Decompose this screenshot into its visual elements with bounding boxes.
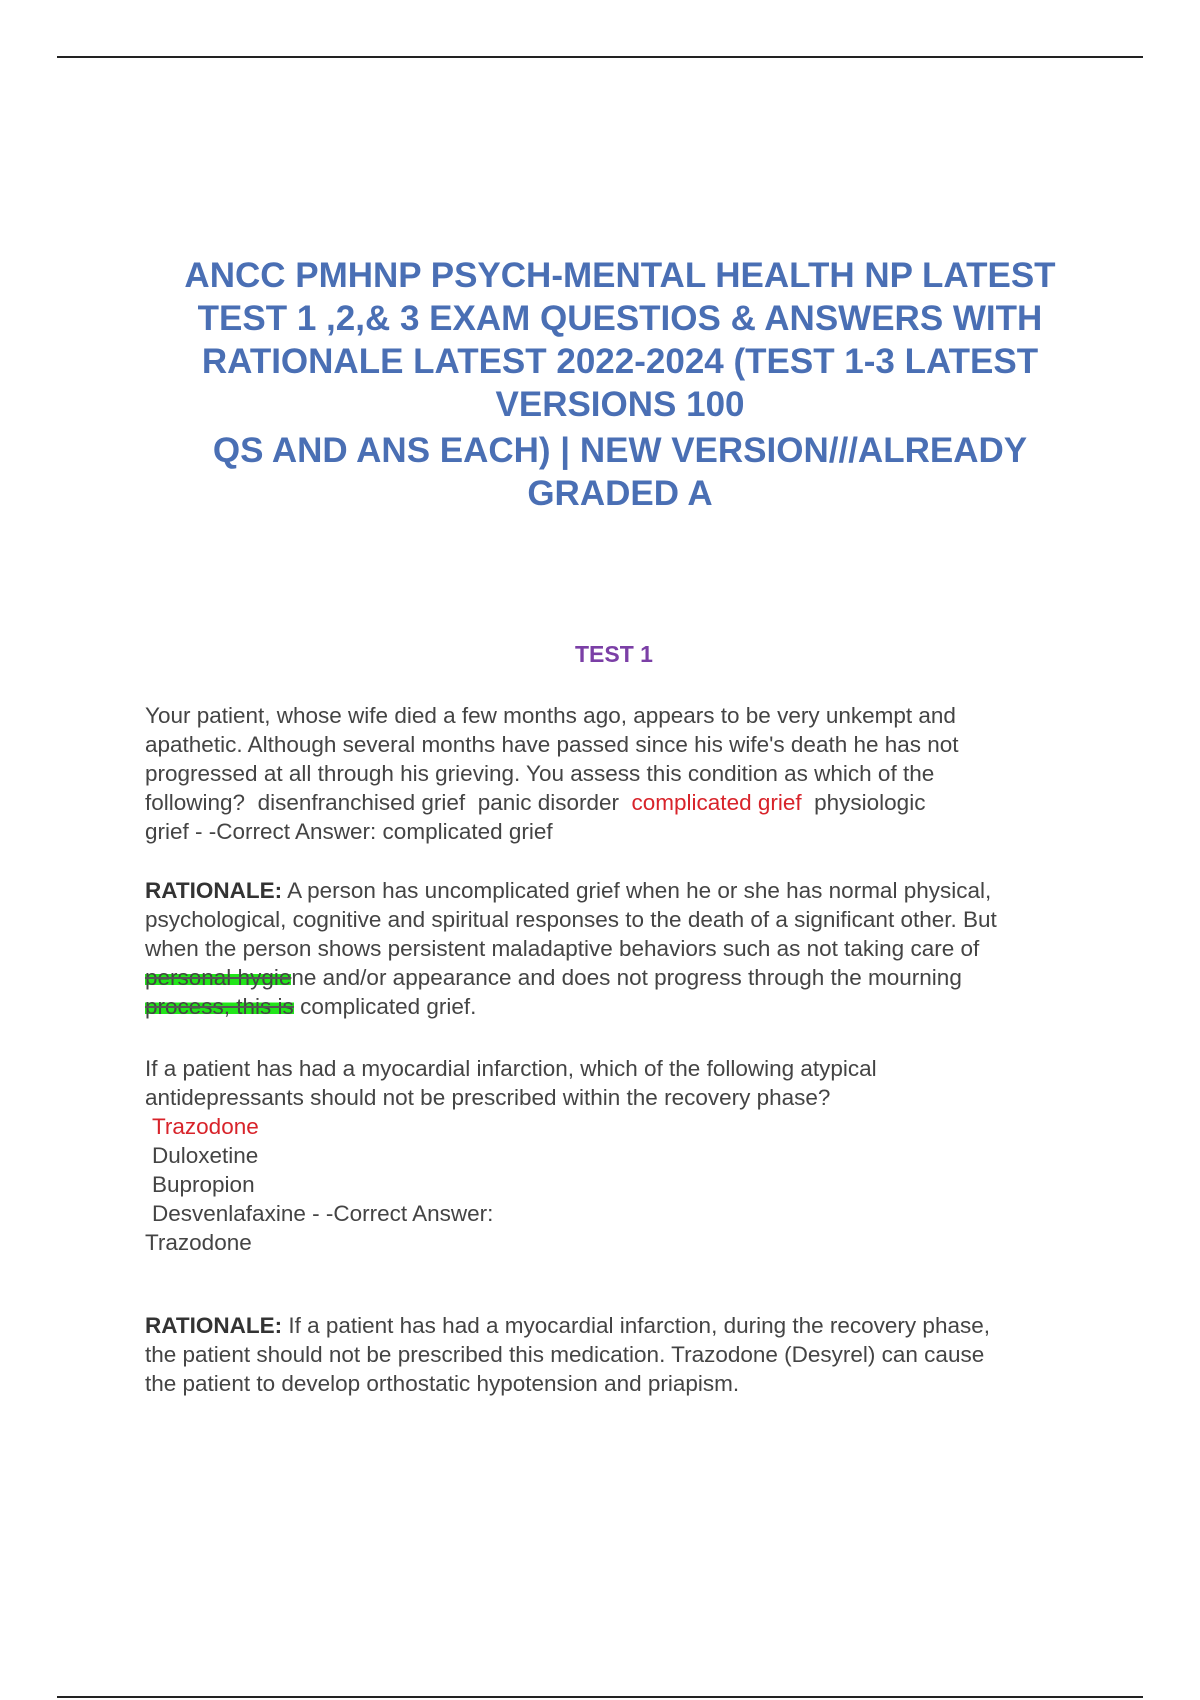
options-text: physiologic [801,790,926,815]
correct-option: complicated grief [631,790,802,815]
question-2 [145,1054,1075,1257]
option: Duloxetine [152,1143,259,1168]
rationale-highlight-line [145,963,1075,992]
correct-answer-line: grief - -Correct Answer: complicated grief [145,819,553,844]
title-line: ANCC PMHNP PSYCH-MENTAL HEALTH NP LATEST [184,256,1056,295]
section-heading: TEST 1 [575,641,653,667]
options-text: following? disenfranchised grief panic disorder [145,790,632,815]
title-line: VERSIONS 100 [495,385,745,424]
rationale-2 [145,1311,1075,1398]
rationale-text: If a patient has had a myocardial infarction, during the recovery phase, [282,1313,990,1338]
option: Bupropion [152,1172,255,1197]
question-options-line [145,788,1075,817]
title-line: TEST 1 ,2,& 3 EXAM QUESTIOS & ANSWERS WITH [197,299,1043,338]
correct-option: Trazodone [152,1114,259,1139]
rationale-text: A person has uncomplicated grief when he or she has normal physical, [282,878,992,903]
rationale-1 [145,876,1075,1021]
highlighted-text: personal hygie [145,965,292,990]
question-1 [145,701,1075,846]
rationale-first-line [145,876,1075,905]
document-title [150,254,1090,515]
rationale-label: RATIONALE: [145,1313,283,1338]
question-text: antidepressants should not be prescribed within the recovery phase? [145,1085,831,1110]
title-line: QS AND ANS EACH) | NEW VERSION///ALREADY [212,431,1028,470]
title-line: GRADED A [527,474,713,513]
question-text: If a patient has had a myocardial infarction, which of the following atypical [145,1056,877,1081]
rationale-text: ne and/or appearance and does not progress through the mourning [291,965,962,990]
rationale-first-line [145,1311,1075,1340]
question-text: progressed at all through his grieving. You assess this condition as which of the [145,761,935,786]
correct-answer: Trazodone [145,1230,252,1255]
highlighted-text: process, this is [145,994,294,1019]
rationale-text: when the person shows persistent maladaptive behaviors such as not taking care of [145,936,980,961]
rationale-text: psychological, cognitive and spiritual responses to the death of a significant other. But [145,907,997,932]
bottom-rule [57,1696,1143,1698]
rationale-highlight-line [145,992,1075,1021]
top-rule [57,56,1143,58]
rationale-text: the patient to develop orthostatic hypotension and priapism. [145,1371,740,1396]
rationale-text: complicated grief. [293,994,477,1019]
question-text: Your patient, whose wife died a few months ago, appears to be very unkempt and [145,703,956,728]
question-text: apathetic. Although several months have passed since his wife's death he has not [145,732,959,757]
option: Desvenlafaxine - -Correct Answer: [152,1201,494,1226]
title-line: RATIONALE LATEST 2022-2024 (TEST 1-3 LATEST [201,342,1039,381]
rationale-text: the patient should not be prescribed this medication. Trazodone (Desyrel) can cause [145,1342,985,1367]
rationale-label: RATIONALE: [145,878,283,903]
